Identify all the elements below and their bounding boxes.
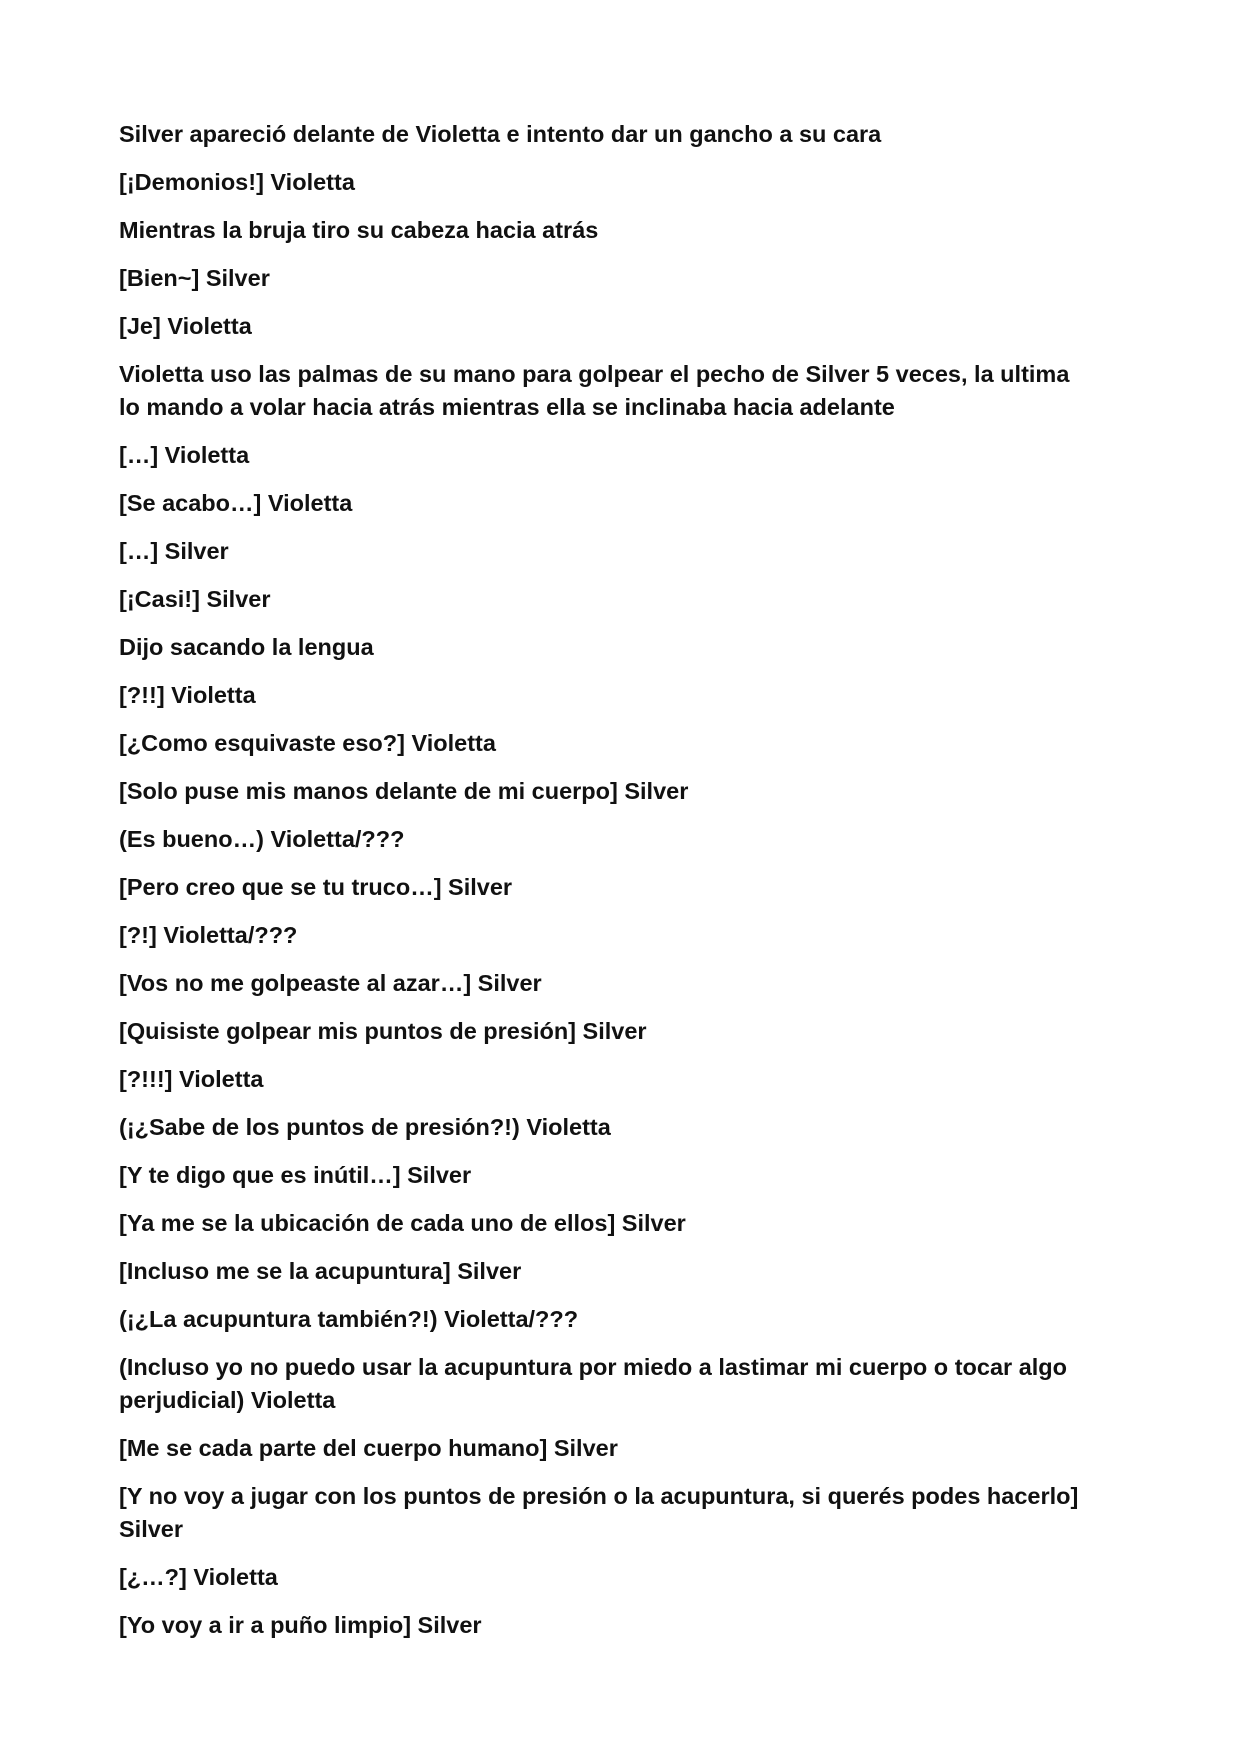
paragraph: Violetta uso las palmas de su mano para golpear el pecho de Silver 5 veces, la ultima lo mando a volar hacia atrás mientras ella se inclinaba hacia adelante xyxy=(119,361,1070,420)
paragraph: [Je] Violetta xyxy=(119,313,252,339)
paragraph: Silver apareció delante de Violetta e intento dar un gancho a su cara xyxy=(119,121,882,147)
paragraph: [Solo puse mis manos delante de mi cuerpo] Silver xyxy=(119,778,689,804)
paragraph: […] Silver xyxy=(119,538,229,564)
paragraph: [Incluso me se la acupuntura] Silver xyxy=(119,1258,522,1284)
paragraph: [?!] Violetta/??? xyxy=(119,922,298,948)
paragraph: [Pero creo que se tu truco…] Silver xyxy=(119,874,513,900)
paragraph: [Ya me se la ubicación de cada uno de ellos] Silver xyxy=(119,1210,686,1236)
paragraph: [Y no voy a jugar con los puntos de presión o la acupuntura, si querés podes hacerlo] Silver xyxy=(119,1483,1079,1542)
document-body xyxy=(119,118,1079,1657)
paragraph: [Me se cada parte del cuerpo humano] Silver xyxy=(119,1435,618,1461)
paragraph: (¡¿La acupuntura también?!) Violetta/??? xyxy=(119,1306,579,1332)
paragraph: [?!!] Violetta xyxy=(119,682,256,708)
paragraph: Dijo sacando la lengua xyxy=(119,634,374,660)
paragraph: [¡Demonios!] Violetta xyxy=(119,169,355,195)
paragraph: (¡¿Sabe de los puntos de presión?!) Violetta xyxy=(119,1114,611,1140)
paragraph: Mientras la bruja tiro su cabeza hacia atrás xyxy=(119,217,599,243)
paragraph: (Incluso yo no puedo usar la acupuntura por miedo a lastimar mi cuerpo o tocar algo perjudicial) Violetta xyxy=(119,1354,1067,1413)
paragraph: [Quisiste golpear mis puntos de presión] Silver xyxy=(119,1018,647,1044)
paragraph: [Y te digo que es inútil…] Silver xyxy=(119,1162,472,1188)
paragraph: [Bien~] Silver xyxy=(119,265,270,291)
paragraph: [¡Casi!] Silver xyxy=(119,586,271,612)
paragraph: [Se acabo…] Violetta xyxy=(119,490,353,516)
paragraph: [Vos no me golpeaste al azar…] Silver xyxy=(119,970,542,996)
paragraph: (Es bueno…) Violetta/??? xyxy=(119,826,405,852)
paragraph: […] Violetta xyxy=(119,442,250,468)
paragraph: [¿Como esquivaste eso?] Violetta xyxy=(119,730,496,756)
paragraph: [?!!!] Violetta xyxy=(119,1066,264,1092)
paragraph: [Yo voy a ir a puño limpio] Silver xyxy=(119,1612,482,1638)
paragraph: [¿…?] Violetta xyxy=(119,1564,278,1590)
